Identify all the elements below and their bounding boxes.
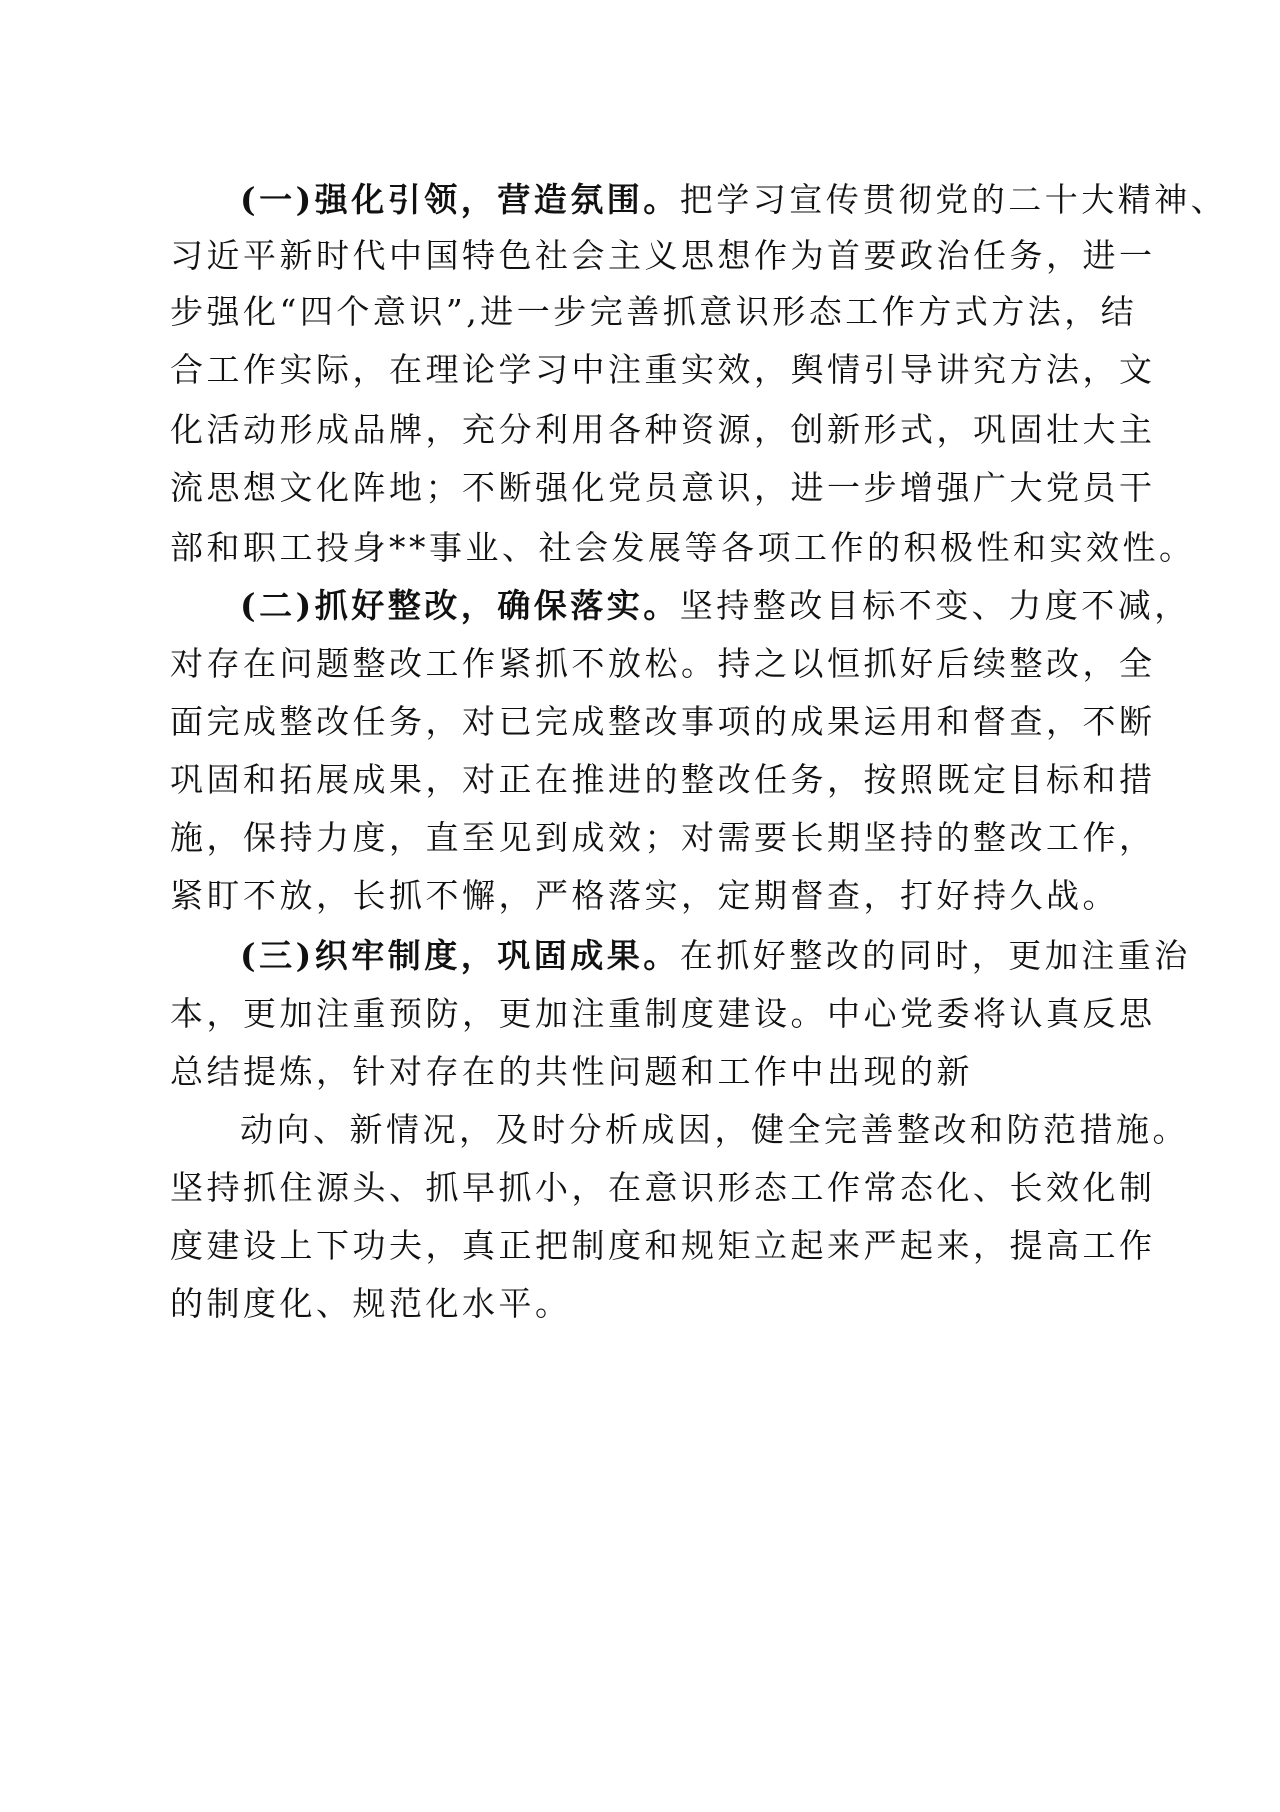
paragraph-line: 总结提炼，针对存在的共性问题和工作中出现的新 xyxy=(170,1052,973,1091)
paragraph-line: 动向、新情况，及时分析成因，健全完善整改和防范措施。 xyxy=(240,1110,1189,1149)
paragraph-line: 巩固和拓展成果，对正在推进的整改任务，按照既定目标和措 xyxy=(170,760,1156,799)
paragraph-line: 习近平新时代中国特色社会主义思想作为首要政治任务，进一 xyxy=(170,236,1156,275)
paragraph-line: 化活动形成品牌，充分利用各种资源，创新形式，巩固壮大主 xyxy=(170,410,1156,449)
paragraph-line: 度建设上下功夫，真正把制度和规矩立起来严起来，提高工作 xyxy=(170,1226,1156,1265)
paragraph-line xyxy=(240,180,1227,220)
paragraph-line: 施，保持力度，直至见到成效；对需要长期坚持的整改工作， xyxy=(170,818,1156,857)
paragraph-line: 流思想文化阵地；不断强化党员意识，进一步增强广大党员干 xyxy=(170,468,1156,507)
section-heading: (一)强化引领，营造氛围。 xyxy=(240,180,680,219)
paragraph-line: 的制度化、规范化水平。 xyxy=(170,1284,572,1323)
paragraph-line xyxy=(240,936,1191,976)
section-heading: (三)织牢制度，巩固成果。 xyxy=(240,936,680,975)
section-heading: (二)抓好整改，确保落实。 xyxy=(240,586,680,625)
paragraph-line: 合工作实际，在理论学习中注重实效，舆情引导讲究方法，文 xyxy=(170,350,1156,389)
paragraph-line: 步强化“四个意识”,进一步完善抓意识形态工作方式方法，结 xyxy=(170,292,1138,331)
paragraph-text: 在抓好整改的同时，更加注重治 xyxy=(679,936,1191,975)
paragraph-line xyxy=(240,586,1191,626)
paragraph-text: 坚持整改目标不变、力度不减， xyxy=(679,586,1191,625)
paragraph-line: 本，更加注重预防，更加注重制度建设。中心党委将认真反思 xyxy=(170,994,1156,1033)
paragraph-line: 坚持抓住源头、抓早抓小，在意识形态工作常态化、长效化制 xyxy=(170,1168,1156,1207)
paragraph-text: 把学习宣传贯彻党的二十大精神、 xyxy=(679,180,1228,219)
paragraph-line: 面完成整改任务，对已完成整改事项的成果运用和督查，不断 xyxy=(170,702,1156,741)
paragraph-line: 紧盯不放，长抓不懈，严格落实，定期督查，打好持久战。 xyxy=(170,876,1119,915)
paragraph-line: 对存在问题整改工作紧抓不放松。持之以恒抓好后续整改，全 xyxy=(170,644,1156,683)
paragraph-line: 部和职工投身**事业、社会发展等各项工作的积极性和实效性。 xyxy=(170,528,1196,567)
